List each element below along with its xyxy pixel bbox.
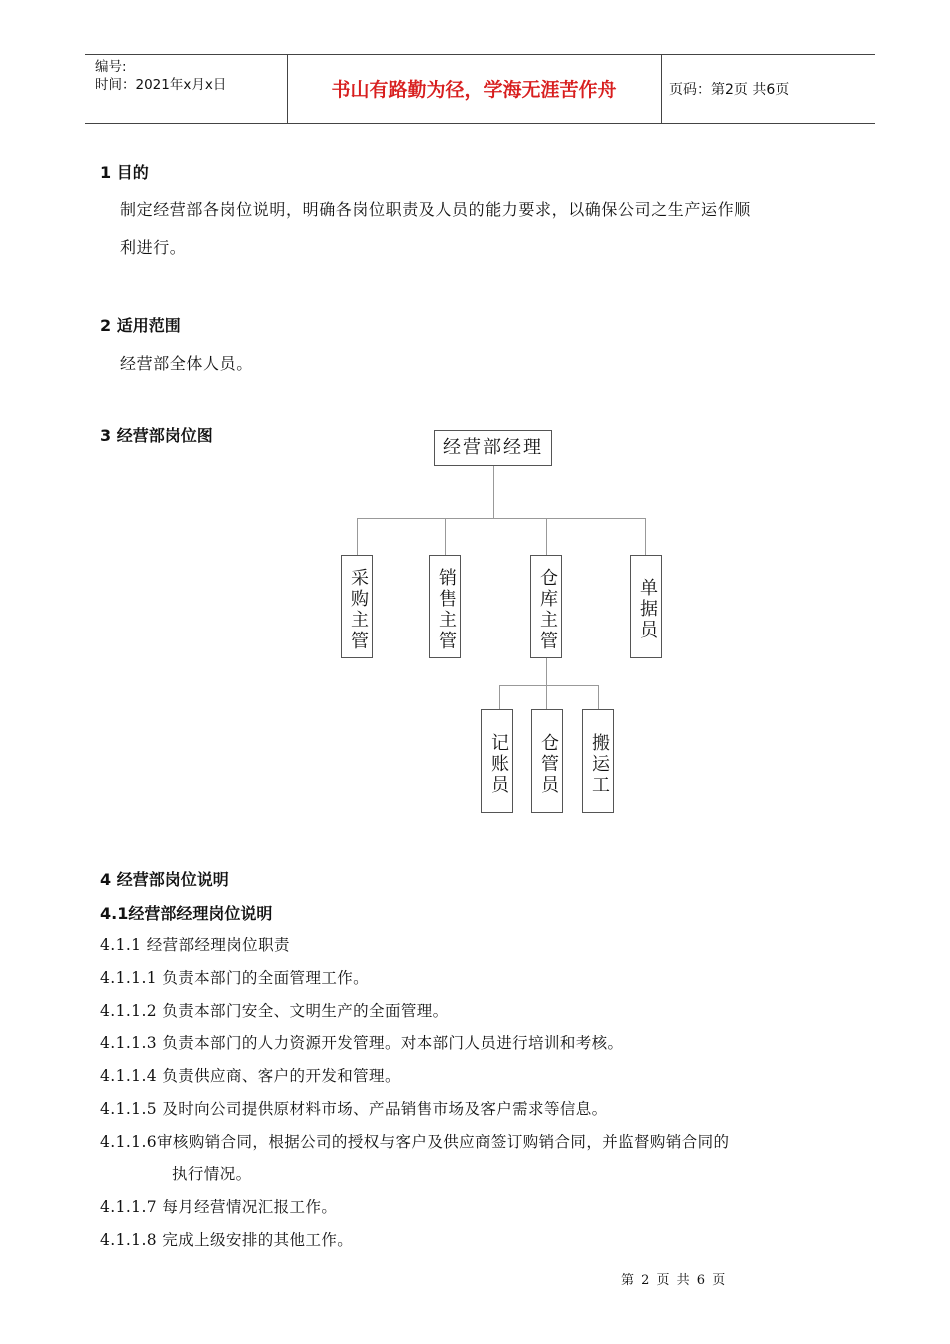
header-number-label: 编号: xyxy=(95,59,127,75)
section-4-title: 4 经营部岗位说明 xyxy=(100,870,229,889)
section-1-title: 1 目的 xyxy=(100,163,149,182)
section-4-1-title: 4.1经营部经理岗位说明 xyxy=(100,904,273,923)
org-box-bookkeeper: 记账员 xyxy=(481,709,513,813)
section-1-body-line2: 利进行。 xyxy=(120,238,187,257)
header-divider xyxy=(661,55,662,123)
duty-item: 4.1.1.4 负责供应商、客户的开发和管理。 xyxy=(100,1067,401,1085)
org-box-documents: 单据员 xyxy=(630,555,662,658)
org-box-purchasing: 采购主管 xyxy=(341,555,373,658)
org-connector xyxy=(445,518,446,555)
section-2-body: 经营部全体人员。 xyxy=(120,354,253,373)
header-meta xyxy=(95,58,226,94)
org-connector xyxy=(357,518,646,519)
org-connector xyxy=(546,518,547,555)
org-connector xyxy=(546,658,547,685)
duty-item: 4.1.1.7 每月经营情况汇报工作。 xyxy=(100,1198,338,1216)
duty-item: 4.1.1.8 完成上级安排的其他工作。 xyxy=(100,1231,354,1249)
org-connector xyxy=(357,518,358,555)
duty-item: 4.1.1.1 负责本部门的全面管理工作。 xyxy=(100,969,370,987)
duty-item: 4.1.1.6审核购销合同，根据公司的授权与客户及供应商签订购销合同，并监督购销合同的 xyxy=(100,1133,730,1151)
duty-item: 4.1.1.2 负责本部门安全、文明生产的全面管理。 xyxy=(100,1002,449,1020)
section-2-title: 2 适用范围 xyxy=(100,316,181,335)
duty-item: 4.1.1.5 及时向公司提供原材料市场、产品销售市场及客户需求等信息。 xyxy=(100,1100,608,1118)
section-3-title: 3 经营部岗位图 xyxy=(100,426,213,445)
header-motto: 书山有路勤为径，学海无涯苦作舟 xyxy=(331,79,617,101)
org-connector xyxy=(499,685,500,709)
header-date-label: 时间：2021年x月x日 xyxy=(95,77,227,93)
section-1-body-line1: 制定经营部各岗位说明，明确各岗位职责及人员的能力要求，以确保公司之生产运作顺 xyxy=(120,200,751,219)
org-connector xyxy=(546,685,547,709)
org-box-sales: 销售主管 xyxy=(429,555,461,658)
section-4-1-1-title: 4.1.1 经营部经理岗位职责 xyxy=(100,936,290,954)
duty-item-continuation: 执行情况。 xyxy=(172,1165,252,1183)
org-connector xyxy=(499,685,599,686)
document-header xyxy=(85,54,875,124)
org-connector xyxy=(598,685,599,709)
org-connector xyxy=(645,518,646,555)
duty-item: 4.1.1.3 负责本部门的人力资源开发管理。对本部门人员进行培训和考核。 xyxy=(100,1034,624,1052)
org-box-warehouse: 仓库主管 xyxy=(530,555,562,658)
org-box-storekeeper: 仓管员 xyxy=(531,709,563,813)
page-footer: 第 2 页 共 6 页 xyxy=(621,1273,727,1288)
org-connector xyxy=(493,466,494,518)
header-page-info: 页码：第2页 共6页 xyxy=(669,82,790,98)
org-box-porter: 搬运工 xyxy=(582,709,614,813)
org-root-box: 经营部经理 xyxy=(434,430,552,466)
